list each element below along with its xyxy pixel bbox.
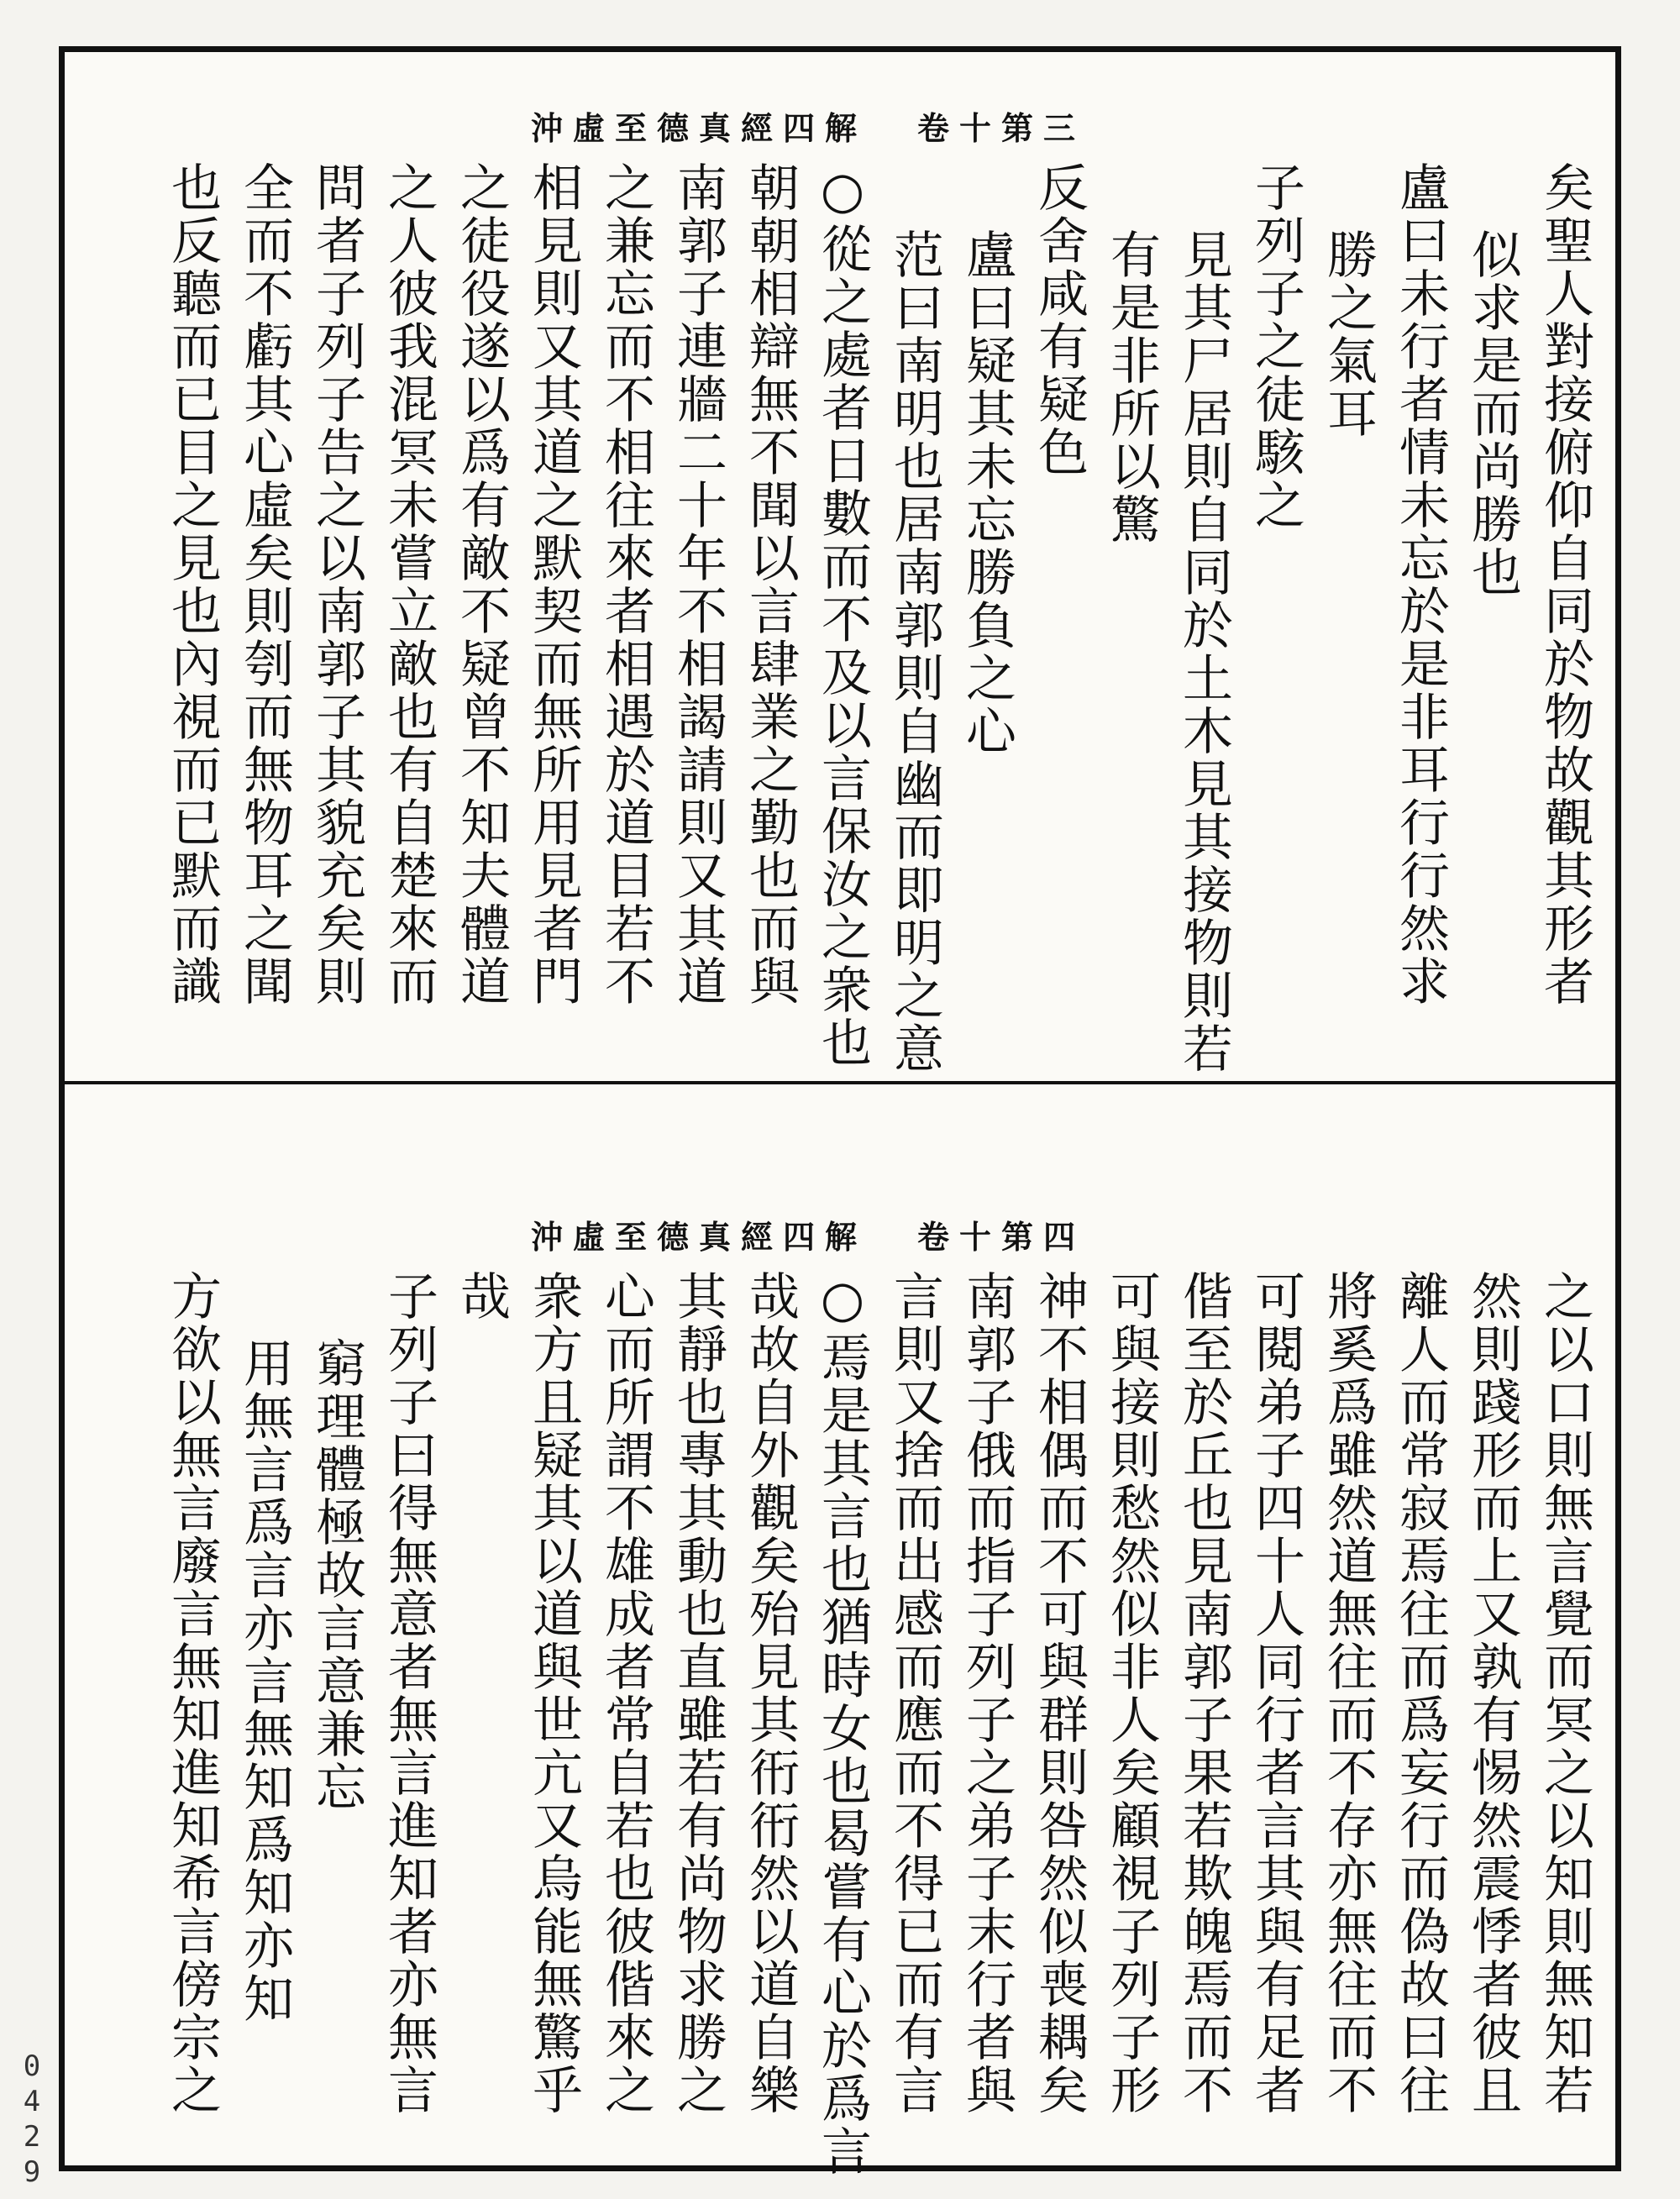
bottom-column: 神不相偶而不可與群則咎然似喪耦矣 bbox=[1030, 1270, 1089, 2117]
bottom-column: 可與接則愁然似非人矣顧視子列子形 bbox=[1102, 1270, 1161, 2117]
bottom-column: 言則又捨而出感而應而不得已而有言 bbox=[885, 1270, 944, 2117]
bottom-column: 哉故自外觀矣殆見其衎衎然以道自樂 bbox=[741, 1270, 800, 2117]
page-frame bbox=[59, 46, 1621, 2178]
top-column: 之兼忘而不相往來者相遇於道目若不 bbox=[596, 161, 655, 1008]
top-column: 問者子列子告之以南郭子其貌充矣則 bbox=[307, 161, 366, 1008]
bottom-column: 其靜也專其動也直雖若有尚物求勝之 bbox=[669, 1270, 727, 2117]
bottom-column: 然則踐形而上又孰有惕然震悸者彼且 bbox=[1463, 1270, 1522, 2117]
top-column: 子列子之徒駭之 bbox=[1247, 161, 1305, 532]
top-column: 矣聖人對接俯仰自同於物故觀其形者 bbox=[1536, 161, 1594, 1008]
top-column: 朝朝相辯無不聞以言肆業之勤也而與 bbox=[741, 161, 800, 1008]
top-column: 南郭子連牆二十年不相謁請則又其道 bbox=[669, 161, 727, 1008]
top-column: 見其尸居則自同於土木見其接物則若 bbox=[1174, 228, 1233, 1075]
bottom-column: 心而所謂不雄成者常自若也彼偕來之 bbox=[596, 1270, 655, 2117]
bottom-column: 之以口則無言覺而冥之以知則無知若 bbox=[1536, 1270, 1594, 2117]
top-column: 之人彼我混冥未嘗立敵也有自楚來而 bbox=[380, 161, 438, 1008]
bottom-column: 衆方且疑其以道與世亢又烏能無驚乎 bbox=[524, 1270, 583, 2117]
top-column: 反舍咸有疑色 bbox=[1030, 161, 1089, 479]
top-header-title: 沖虛至德真經四解 bbox=[531, 109, 868, 147]
top-column: 全而不虧其心虛矣則刳而無物耳之聞 bbox=[235, 161, 294, 1008]
bottom-header-section: 卷十第四 bbox=[917, 1218, 1086, 1256]
top-column: 勝之氣耳 bbox=[1319, 228, 1378, 440]
page-number: 0429 bbox=[15, 2049, 49, 2191]
top-column: 盧曰未行者情未忘於是非耳行行然求 bbox=[1391, 161, 1450, 1008]
bottom-column: 偕至於丘也見南郭子果若欺魄焉而不 bbox=[1174, 1270, 1233, 2117]
top-column: 有是非所以驚 bbox=[1102, 228, 1161, 546]
bottom-column: 哉 bbox=[452, 1270, 511, 1323]
bottom-header-title: 沖虛至德真經四解 bbox=[531, 1218, 868, 1256]
top-column: 相見則又其道之默契而無所用見者門 bbox=[524, 161, 583, 1008]
bottom-column: 方欲以無言廢言無知進知希言傍宗之 bbox=[163, 1270, 222, 2117]
bottom-header bbox=[531, 1211, 1085, 1257]
bottom-column: 可閱弟子四十人同行者言其與有足者 bbox=[1247, 1270, 1305, 2117]
bottom-column: 南郭子俄而指子列子之弟子末行者與 bbox=[958, 1270, 1016, 2117]
bottom-column: ○焉是其言也猶時女也曷嘗有心於爲言 bbox=[813, 1270, 872, 2178]
page-divider bbox=[65, 1081, 1615, 1084]
top-text-columns bbox=[145, 161, 1594, 1075]
bottom-text-columns bbox=[145, 1270, 1594, 2178]
top-column: 似求是而尚勝也 bbox=[1463, 228, 1522, 599]
bottom-column: 將奚爲雖然道無往而不存亦無往而不 bbox=[1319, 1270, 1378, 2117]
top-column: 盧曰疑其未忘勝負之心 bbox=[958, 228, 1016, 758]
top-column: 之徒役遂以爲有敵不疑曾不知夫體道 bbox=[452, 161, 511, 1008]
top-header-section: 卷十第三 bbox=[917, 109, 1086, 147]
bottom-column: 子列子曰得無意者無言進知者亦無言 bbox=[380, 1270, 438, 2117]
bottom-column: 窮理體極故言意兼忘 bbox=[307, 1337, 366, 1813]
top-column: 范曰南明也居南郭則自幽而即明之意 bbox=[885, 228, 944, 1075]
bottom-column: 用無言爲言亦言無知爲知亦知 bbox=[235, 1337, 294, 2025]
top-header bbox=[531, 102, 1085, 149]
top-column: 也反聽而已目之見也內視而已默而識 bbox=[163, 161, 222, 1008]
bottom-column: 離人而常寂焉往而爲妄行而偽故曰往 bbox=[1391, 1270, 1450, 2117]
top-column: ○從之處者日數而不及以言保汝之衆也 bbox=[813, 161, 872, 1069]
